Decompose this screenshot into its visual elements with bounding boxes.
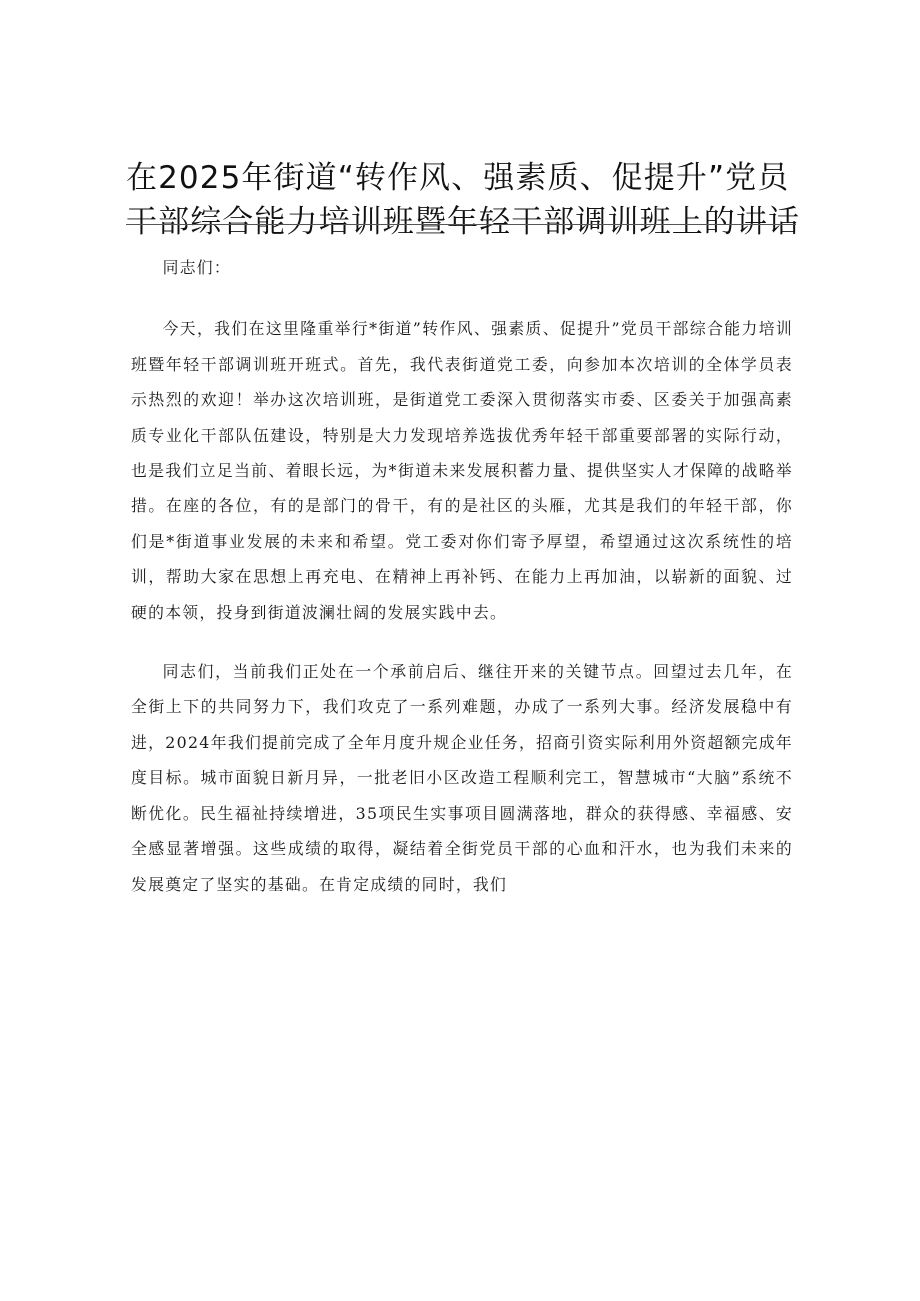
paragraph-1: 今天，我们在这里隆重举行*街道”转作风、强素质、促提升”党员干部综合能力培训班暨年轻干部调训班开班式。首先，我代表街道党工委，向参加本次培训的全体学员表示热烈的欢迎！举办这次培训班，是街道党工委深入贯彻落实市委、区委关于加强高素质专业化干部队伍建设，特别是大力发现培养选拔优秀年轻干部重要部署的实际行动，也是我们立足当前、着眼长远，为*街道未来发展积蓄力量、提供坚实人才保障的战略举措。在座的各位，有的是部门的骨干，有的是社区的头雁，尤其是我们的年轻干部，你们是*街道事业发展的未来和希望。党工委对你们寄予厚望，希望通过这次系统性的培训，帮助大家在思想上再充电、在精神上再补钙、在能力上再加油，以崭新的面貌、过硬的本领，投身到街道波澜壮阔的发展实践中去。 [131, 319, 793, 622]
title-line-2: 干部综合能力培训班暨年轻干部调训班上的讲话 [126, 204, 801, 240]
document-title [126, 160, 801, 240]
document-body [131, 250, 793, 926]
title-line-1: 在2025年街道“转作风、强素质、促提升”党员 [126, 160, 790, 196]
salutation: 同志们： [162, 258, 231, 277]
title-underline [126, 224, 796, 225]
paragraph-2: 同志们，当前我们正处在一个承前启后、继往开来的关键节点。回望过去几年，在全街上下的共同努力下，我们攻克了一系列难题，办成了一系列大事。经济发展稳中有进，2024年我们提前完成了全年月度升规企业任务，招商引资实际利用外资超额完成年度目标。城市面貌日新月异，一批老旧小区改造工程顺利完工，智慧城市“大脑”系统不断优化。民生福祉持续增进，35项民生实事项目圆满落地，群众的获得感、幸福感、安全感显著增强。这些成绩的取得，凝结着全街党员干部的心血和汗水，也为我们未来的发展奠定了坚实的基础。在肯定成绩的同时，我们 [131, 662, 793, 894]
